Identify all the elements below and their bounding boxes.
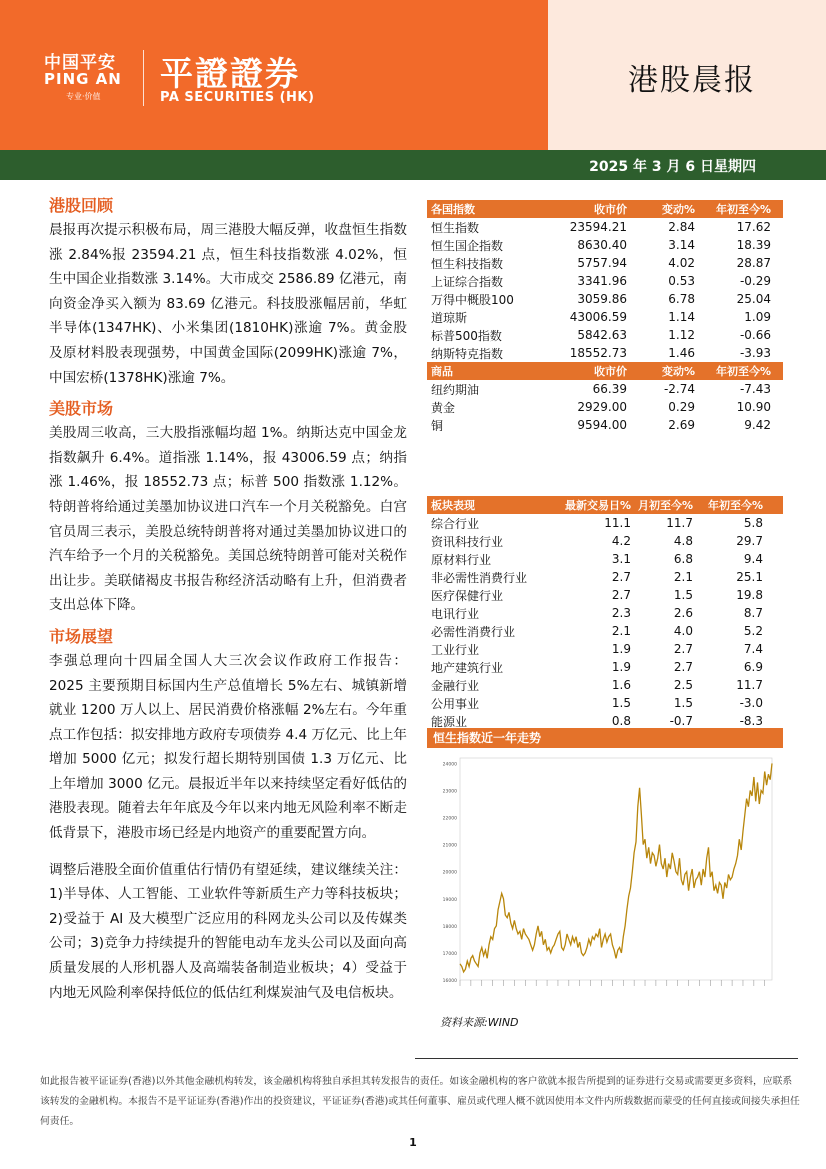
table-cell: 上证综合指数 (431, 274, 504, 289)
report-title: 港股晨报 (628, 63, 756, 98)
section-paragraph: 调整后港股全面价值重估行情仍有望延续，建议继续关注：1)半导体、人工智能、工业软件等新质生产力等科技板块；2)受益于 AI 及大模型广泛应用的科网龙头公司以及传媒类公司；3)竞争力持续提升的智能电动车龙头公司以及面向高质量发展的人形机器人及高端装备制造业板块；4）受益于内地无风险利率保持低位的低估红利煤炭油气及电信板块。 (49, 861, 407, 1001)
table-cell: 1.9 (611, 642, 631, 656)
table-row (427, 290, 783, 308)
table-row (427, 568, 783, 586)
table-cell: 5757.94 (577, 256, 627, 270)
table-row (427, 550, 783, 568)
col-header: 收市价 (594, 365, 627, 378)
table-row (427, 676, 783, 694)
table-cell: 2.7 (673, 642, 693, 656)
table-cell: 金融行业 (431, 678, 480, 693)
table-row (427, 694, 783, 712)
table-cell: -3.93 (739, 346, 771, 360)
index-table-header (427, 200, 783, 218)
y-tick-label: 18000 (442, 924, 457, 930)
table-row (427, 398, 783, 416)
table-cell: 2.84 (668, 220, 695, 234)
sector-table (427, 496, 783, 730)
table-cell: 铜 (431, 418, 444, 433)
table-cell: 资讯科技行业 (431, 534, 504, 549)
table-cell: 6.8 (673, 552, 693, 566)
table-cell: 7.4 (743, 642, 763, 656)
y-tick-label: 17000 (442, 951, 457, 957)
hsi-series-line (460, 763, 772, 972)
table-cell: 1.9 (611, 660, 631, 674)
table-cell: 原材料行业 (431, 552, 492, 567)
sector-table-header (427, 496, 783, 514)
table-cell: 综合行业 (431, 516, 480, 531)
section-title: 港股回顾 (49, 196, 114, 215)
y-tick-label: 24000 (442, 762, 457, 768)
table-cell: 2.7 (611, 588, 631, 602)
hsi-chart (438, 752, 776, 1010)
col-header: 月初至今% (637, 499, 693, 512)
section-paragraph: 晨报再次提示积极布局，周三港股大幅反弹，收盘恒生指数涨 2.84%报 23594.21 点，恒生科技指数涨 4.02%，恒生中国企业指数涨 3.14%。大市成交 2586.89 亿港元，南向资金净买入额为 83.69 亿港元。科技股涨幅居前，华虹半导体(1347HK)、小米集团(1810HK)涨逾 7%。黄金股及原材料股表现强势，中国黄金国际(2099HK)涨逾 7%，中国宏桥(1378HK)涨逾 7%。 (49, 222, 407, 386)
table-cell: 2.1 (673, 570, 693, 584)
table-cell: 纳斯特克指数 (431, 346, 504, 361)
y-tick-label: 19000 (442, 897, 457, 903)
table-cell: 2.69 (668, 418, 695, 432)
table-cell: 非必需性消费行业 (431, 570, 528, 585)
table-cell: 地产建筑行业 (431, 660, 504, 675)
col-header: 变动% (661, 203, 695, 216)
table-cell: 0.8 (611, 714, 631, 728)
report-header (0, 0, 826, 150)
sector-table-body (427, 514, 783, 730)
table-cell: 1.5 (611, 696, 631, 710)
index-table (427, 200, 783, 434)
table-row (427, 658, 783, 676)
section-us-market (49, 396, 407, 618)
table-row (427, 218, 783, 236)
table-row (427, 604, 783, 622)
chart-source: 资料来源:WIND (440, 1016, 519, 1029)
table-cell: 0.53 (668, 274, 695, 288)
table-cell: 28.87 (736, 256, 771, 270)
table-cell: 11.7 (736, 678, 763, 692)
table-cell: -7.43 (739, 382, 771, 396)
table-cell: 必需性消费行业 (431, 624, 516, 639)
table-cell: 9594.00 (577, 418, 627, 432)
y-tick-label: 20000 (442, 870, 457, 876)
col-header: 年初至今% (715, 365, 771, 378)
table-cell: 1.5 (673, 696, 693, 710)
table-cell: 23594.21 (569, 220, 627, 234)
table-row (427, 308, 783, 326)
table-cell: 29.7 (736, 534, 763, 548)
table-cell: 工业行业 (431, 642, 480, 657)
footer-disclaimer: 如此报告被平证证券(香港)以外其他金融机构转发，该金融机构将独自承担其转发报告的责任。如该金融机构的客户欲就本报告所提到的证券进行交易或需要更多资料，应联系该转发的金融机构。本报告不是平证证券(香港)作出的投资建议，平证证券(香港)或其任何董事、雇员或代理人概不就因使用本文件内所载数据而蒙受的任何直接或间接失承担任何责任。 (40, 1076, 800, 1127)
table-cell: 恒生国企指数 (431, 238, 504, 253)
table-cell: -8.3 (739, 714, 763, 728)
table-cell: 恒生指数 (431, 220, 480, 235)
table-cell: 1.5 (673, 588, 693, 602)
table-cell: 8.7 (743, 606, 763, 620)
hsi-chart-svg (438, 752, 776, 1010)
table-cell: 11.7 (666, 516, 693, 530)
header-brand-panel (0, 0, 548, 150)
page-number: 1 (409, 1136, 417, 1149)
table-cell: 1.12 (668, 328, 695, 342)
table-row (427, 380, 783, 398)
table-cell: 2929.00 (577, 400, 627, 414)
section-hk-review (49, 193, 407, 390)
table-cell: 4.2 (611, 534, 631, 548)
table-cell: 1.6 (611, 678, 631, 692)
col-header: 各国指数 (431, 203, 475, 216)
table-row (427, 622, 783, 640)
table-cell: 18552.73 (569, 346, 627, 360)
table-cell: 17.62 (736, 220, 771, 234)
table-cell: 2.7 (611, 570, 631, 584)
table-cell: 标普500指数 (431, 328, 502, 343)
y-tick-label: 22000 (442, 816, 457, 822)
table-cell: 9.4 (743, 552, 763, 566)
section-title: 市场展望 (49, 626, 114, 646)
commodity-table-body (427, 380, 783, 434)
col-header: 板块表现 (431, 499, 475, 512)
table-row (427, 236, 783, 254)
table-cell: 2.6 (673, 606, 693, 620)
table-cell: 万得中概股100 (431, 292, 514, 307)
table-cell: 6.9 (743, 660, 763, 674)
table-row (427, 326, 783, 344)
chart-title: 恒生指数近一年走势 (427, 728, 783, 748)
section-paragraph: 美股周三收高，三大股指涨幅均超 1%。纳斯达克中国金龙指数飙升 6.4%。道指涨 1.14%，报 43006.59 点；纳指涨 1.46%，报 18552.73 点；标普 500 指数涨 1.12%。特朗普将给通过美墨加协议进口汽车一个月关税豁免。白宫官员周三表示，美股总统特朗普将对通过美墨加协议进口的汽车给予一个月的关税豁免。美国总统特朗普可能对关税作出让步。美联储褐皮书报告称经济活动略有上升，但消费者支出总体下降。 (49, 425, 407, 614)
col-header: 商品 (431, 365, 453, 378)
securities-logo-cn: 平證證券 (160, 54, 300, 93)
table-cell: 1.14 (668, 310, 695, 324)
table-cell: -0.66 (739, 328, 771, 342)
logo-divider (143, 50, 144, 106)
col-header: 最新交易日% (564, 499, 631, 512)
commentary-column (49, 193, 407, 1009)
pingan-logo-cn: 中国平安 (44, 53, 116, 73)
commodity-table-header (427, 362, 783, 380)
table-cell: 2.3 (611, 606, 631, 620)
table-cell: 3.1 (611, 552, 631, 566)
table-cell: 66.39 (592, 382, 627, 396)
y-tick-label: 16000 (442, 979, 457, 984)
table-cell: 黄金 (431, 400, 456, 415)
table-cell: -3.0 (739, 696, 763, 710)
table-cell: -0.29 (739, 274, 771, 288)
table-cell: 0.29 (668, 400, 695, 414)
table-cell: -2.74 (663, 382, 695, 396)
index-table-body (427, 218, 783, 362)
date-bar (0, 150, 826, 180)
col-header: 变动% (661, 365, 695, 378)
table-cell: 25.04 (736, 292, 771, 306)
table-cell: 6.78 (668, 292, 695, 306)
chart-frame (460, 758, 772, 980)
table-row (427, 532, 783, 550)
table-cell: 纽约期油 (431, 382, 480, 397)
section-outlook (49, 624, 407, 1005)
table-cell: 恒生科技指数 (431, 256, 504, 271)
table-cell: 11.1 (604, 516, 631, 530)
table-cell: -0.7 (669, 714, 693, 728)
table-cell: 医疗保健行业 (431, 588, 504, 603)
pingan-slogan: 专业·价值 (66, 92, 101, 101)
table-cell: 4.0 (673, 624, 693, 638)
table-cell: 18.39 (736, 238, 771, 252)
section-title: 美股市场 (49, 399, 114, 419)
table-cell: 4.02 (668, 256, 695, 270)
col-header: 年初至今% (707, 499, 763, 512)
table-row (427, 272, 783, 290)
table-row (427, 640, 783, 658)
table-cell: 3.14 (668, 238, 695, 252)
table-cell: 5.2 (743, 624, 763, 638)
table-row (427, 416, 783, 434)
table-cell: 2.5 (673, 678, 693, 692)
col-header: 收市价 (594, 203, 627, 216)
y-tick-label: 21000 (442, 843, 457, 849)
table-cell: 8630.40 (577, 238, 627, 252)
footer-divider (415, 1058, 798, 1059)
table-cell: 5.8 (743, 516, 763, 530)
table-cell: 9.42 (744, 418, 771, 432)
table-cell: 3059.86 (577, 292, 627, 306)
y-tick-label: 23000 (442, 789, 457, 795)
table-cell: 能源业 (431, 714, 468, 729)
table-cell: 电讯行业 (431, 606, 480, 621)
table-cell: 43006.59 (569, 310, 627, 324)
section-paragraph: 李强总理向十四届全国人大三次会议作政府工作报告：2025 主要预期目标国内生产总值增长 5%左右、城镇新增就业 1200 万人以上、居民消费价格涨幅 2%左右。今年重点工作包括：拟安排地方政府专项债券 4.4 万亿元、比上年增加 5000 亿元；拟发行超长期特别国债 1.3 万亿元、比上年增加 3000 亿元。晨报近半年以来持续坚定看好低估的港股表现。随着去年年底及今年以来内地无风险利率不断走低背景下，港股市场已经是内地资产的重要配置方向。 (49, 652, 407, 842)
table-cell: 4.8 (673, 534, 693, 548)
table-cell: 25.1 (736, 570, 763, 584)
report-date: 2025 年 3 月 6 日星期四 (589, 159, 756, 175)
col-header: 年初至今% (715, 203, 771, 216)
table-row (427, 586, 783, 604)
table-cell: 公用事业 (431, 696, 480, 711)
table-cell: 道琼斯 (431, 310, 468, 325)
table-row (427, 344, 783, 362)
table-cell: 1.46 (668, 346, 695, 360)
table-cell: 1.09 (744, 310, 771, 324)
table-cell: 5842.63 (577, 328, 627, 342)
pingan-logo-en: PING AN (44, 70, 122, 88)
table-row (427, 514, 783, 532)
table-row (427, 254, 783, 272)
table-cell: 10.90 (736, 400, 771, 414)
table-cell: 2.7 (673, 660, 693, 674)
securities-logo-en: PA SECURITIES (HK) (160, 90, 315, 105)
table-cell: 2.1 (611, 624, 631, 638)
table-cell: 3341.96 (577, 274, 627, 288)
table-cell: 19.8 (736, 588, 763, 602)
